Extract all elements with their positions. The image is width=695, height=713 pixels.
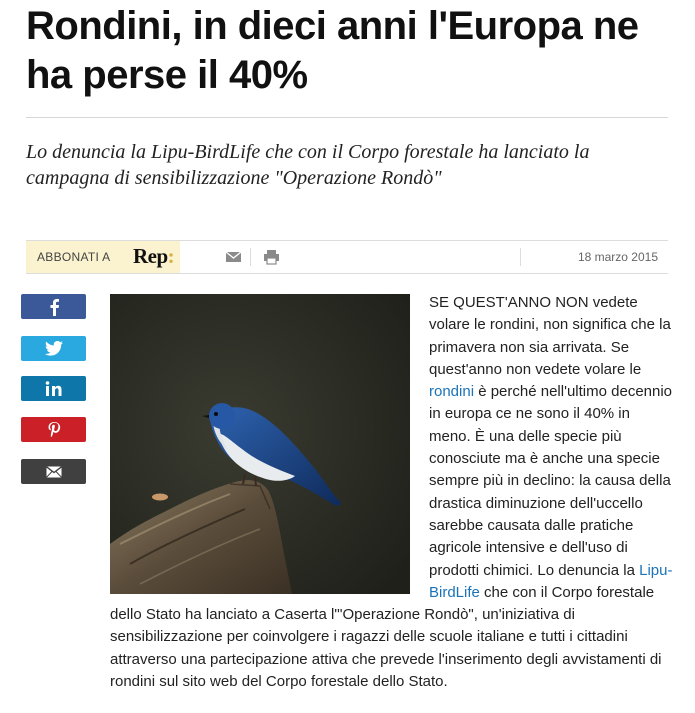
rep-logo bbox=[133, 244, 174, 269]
pinterest-share-button[interactable] bbox=[21, 417, 86, 442]
publish-date: 18 marzo 2015 bbox=[577, 250, 658, 264]
link-rondini[interactable]: rondini bbox=[429, 383, 475, 401]
rep-logo-text: Rep bbox=[133, 244, 168, 268]
article-body bbox=[110, 292, 674, 693]
link-lipu-birdlife[interactable]: Lipu-BirdLife bbox=[429, 561, 673, 601]
toolbar-separator bbox=[520, 248, 521, 266]
subscribe-label: ABBONATI A bbox=[37, 250, 111, 264]
mail-icon[interactable] bbox=[225, 249, 243, 265]
print-icon[interactable] bbox=[263, 249, 281, 265]
headline: Rondini, in dieci anni l'Europa ne ha perse il 40% bbox=[26, 4, 639, 97]
article-text: SE QUEST'ANNO NON vedete volare le rondini, non significa che la primavera non sia arrivata. Se quest'anno non vedete volare le bbox=[429, 294, 671, 378]
email-share-button[interactable] bbox=[21, 459, 86, 484]
article-text: è perché nell'ultimo decennio in europa ce ne sono il 40% in meno. È una delle specie più conosciute ma è anche una specie sempre più in declino: la causa della drastica diminuzione dell'uccello sarebbe causata dalle pratiche agricole intensive e dell'uso di prodotti chimici. Lo denuncia la bbox=[429, 383, 673, 579]
twitter-share-button[interactable] bbox=[21, 336, 86, 361]
facebook-icon bbox=[47, 298, 61, 316]
article-text: che con il Corpo forestale dello Stato ha lanciato a Caserta l'"Operazione Rondò", un'iniziativa di sensibilizzazione per coinvolgere i ragazzi delle scuole italiane e tutti i cittadini attraverso una partecipazione attiva che prevede l'inserimento degli avvistamenti di rondini sul sito web del Corpo forestale dello Stato. bbox=[110, 583, 662, 691]
twitter-icon bbox=[45, 341, 63, 356]
rep-logo-colon: : bbox=[167, 244, 175, 268]
linkedin-icon bbox=[45, 381, 63, 397]
subtitle: Lo denuncia la Lipu-BirdLife che con il Corpo forestale ha lanciato la campagna di sensibilizzazione "Operazione Rondò" bbox=[26, 141, 590, 189]
envelope-icon bbox=[46, 466, 62, 478]
linkedin-share-button[interactable] bbox=[21, 376, 86, 401]
article-toolbar bbox=[26, 240, 668, 274]
toolbar-separator bbox=[250, 248, 251, 266]
facebook-share-button[interactable] bbox=[21, 294, 86, 319]
divider bbox=[26, 117, 668, 118]
pinterest-icon bbox=[47, 421, 61, 439]
subscribe-banner[interactable] bbox=[26, 241, 180, 273]
photo-spacer bbox=[110, 292, 429, 593]
